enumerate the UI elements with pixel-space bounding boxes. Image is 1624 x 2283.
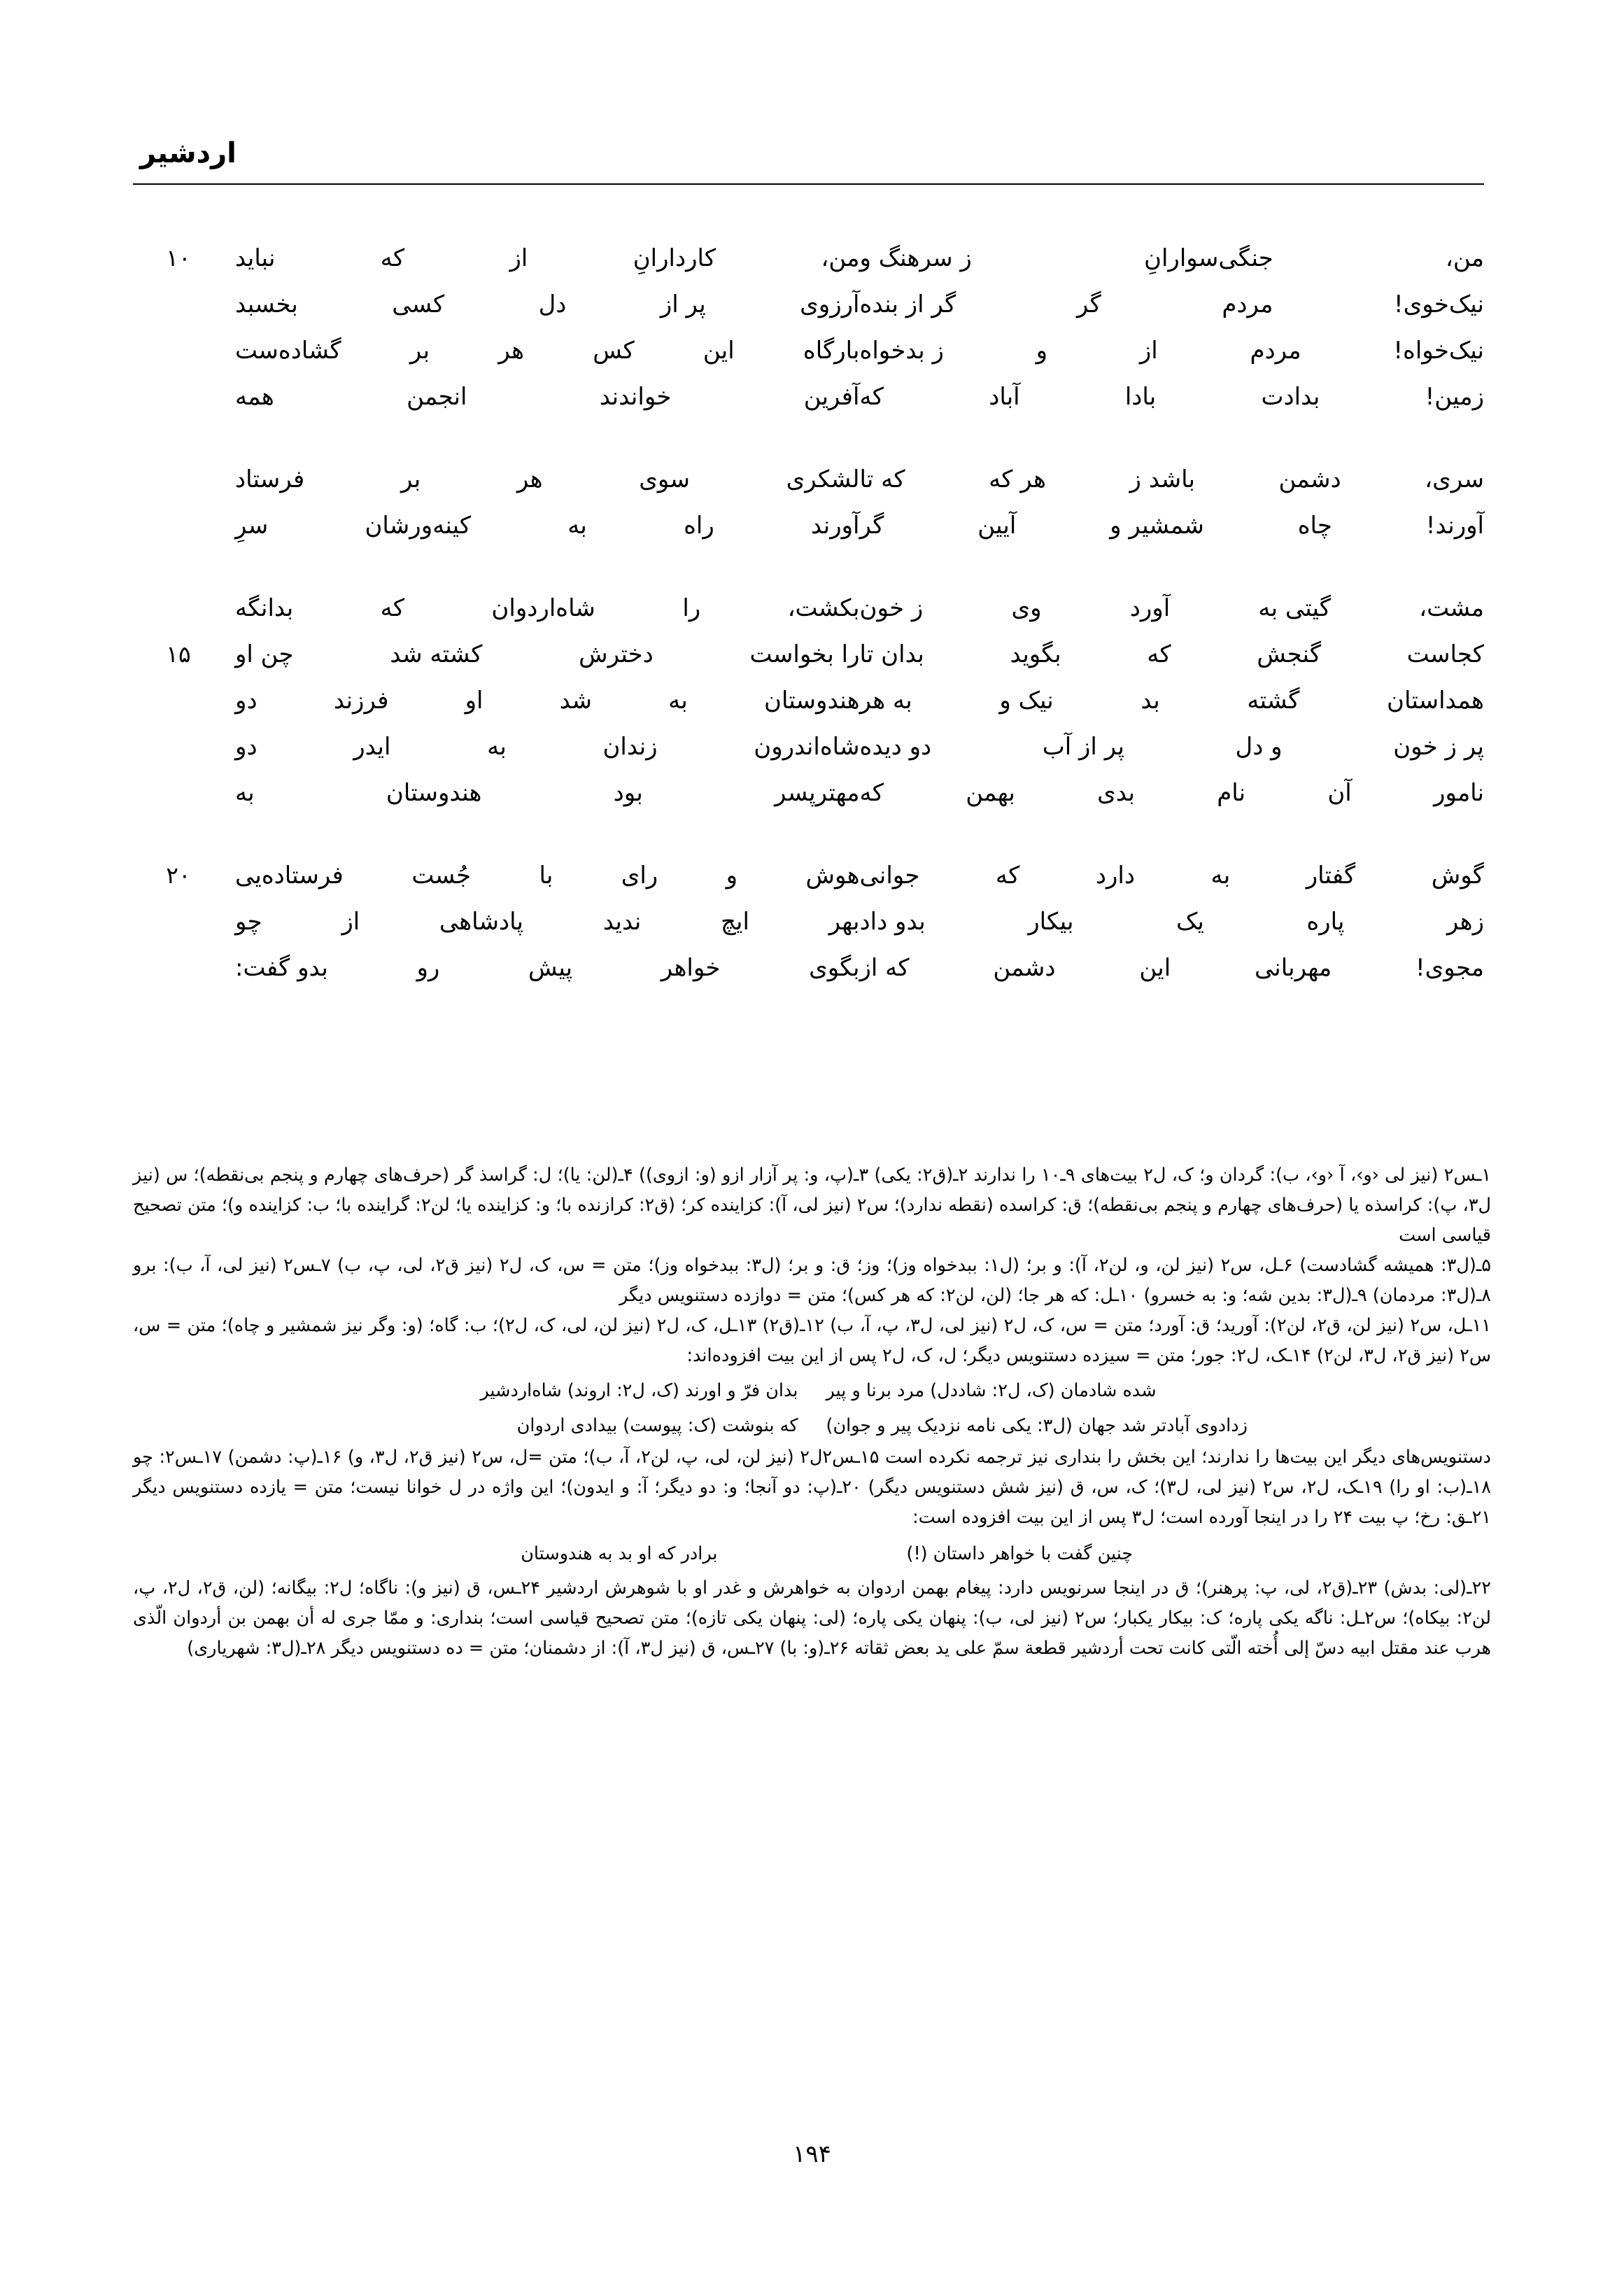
hemistich-right	[217, 329, 860, 372]
inset-hemistich-left: شده شادمان (ک، ل۲: شاددل) مرد برنا و پیر	[826, 1380, 1157, 1401]
verse-word: من،	[821, 244, 860, 272]
hemistich-right	[217, 586, 860, 630]
hemistich-right	[217, 946, 860, 990]
verse-word: بدو داد	[859, 908, 926, 936]
verse-word: بر	[400, 465, 421, 493]
verse-stanza	[140, 854, 1484, 992]
verse-word: ایچ	[721, 908, 749, 936]
verse-word: کاردارانِ	[633, 244, 716, 272]
verse-word: زهر	[1446, 908, 1484, 936]
verse-word: جنگی‌سوارانِ	[1144, 244, 1273, 272]
running-head	[140, 137, 1484, 175]
hemistich-right	[217, 854, 860, 897]
verse-word: که	[995, 862, 1020, 890]
verse-word: کس	[593, 337, 635, 365]
verse-word: آباد	[989, 383, 1020, 411]
verse-word: هر که	[989, 465, 1046, 493]
critical-apparatus	[133, 1160, 1491, 1664]
verse-word: بدی	[1097, 779, 1136, 807]
verse-word: به	[235, 779, 255, 807]
hemistich-left	[860, 504, 1485, 547]
verse-word: ز خون	[859, 594, 924, 622]
verse-word: راه	[684, 512, 714, 540]
verse-word: دو	[235, 733, 257, 761]
verse-word: یک	[1175, 908, 1204, 936]
verse-word: فرزند	[333, 687, 389, 715]
verse-word: دارد	[1095, 862, 1135, 890]
verse-couplet	[140, 679, 1484, 725]
verse-word: وی	[1011, 594, 1042, 622]
verse-word: نام	[1217, 779, 1246, 807]
hemistich-right	[217, 504, 860, 547]
verse-word: آن	[1327, 779, 1352, 807]
verse-word: هندوستان	[386, 779, 482, 807]
verse-word: از	[509, 244, 528, 272]
verse-word: سوی	[639, 465, 690, 493]
verse-word: همداستان	[1387, 687, 1484, 715]
verse-word: و	[1036, 337, 1048, 365]
verse-word: هر	[516, 465, 543, 493]
verse-word: دو	[235, 687, 257, 715]
verse-word: بهر	[828, 908, 860, 936]
apparatus-paragraph: ۱ـس۲ (نیز لی ‹و›، آ ‹و›، ب): گردان و؛ ک، ل۲ بیت‌های ۹ـ۱۰ را ندارند ۲ـ(ق۲: یکی) ۳ـ(پ، و: پر آزار ازو (و: ازوی)) ۴ـ(لن: یا)؛ ل: گراسذ گر (حرف‌های چهارم و پنجم بی‌نقطه)؛ س (نیز ل۳، پ): کراسذه یا (حرف‌های چهارم و پنجم بی‌نقطه)؛ ق: کراسده (نقطه ندارد)؛ س۲ (نیز لی، آ): کزاینده کر؛ (ق۲: کرازنده با؛ و: کزاینده یا؛ لن۲: گراینده با؛ ب: کزاینده و)؛ متن تصحیح قیاسی است	[133, 1165, 1492, 1246]
verse-couplet	[140, 771, 1484, 817]
verse-word: که	[859, 779, 884, 807]
verse-couplet	[140, 633, 1484, 679]
verse-word: بر	[409, 337, 430, 365]
verse-word: کسی	[392, 290, 445, 318]
verse-word: نیک‌خواه!	[1393, 337, 1484, 365]
verse-word: که	[380, 244, 405, 272]
verse-word: از	[1139, 337, 1158, 365]
verse-word: هوش	[805, 862, 860, 890]
hemistich-left	[860, 854, 1485, 897]
verse-word: کینه‌ورشان	[365, 512, 472, 540]
verse-word: سرِ	[235, 512, 269, 540]
verse-word: پر ز خون	[1393, 733, 1484, 761]
verse-word: جُست	[411, 862, 472, 890]
verse-word: که تا	[859, 465, 905, 493]
hemistich-left	[860, 771, 1485, 815]
verse-word: ز سرهنگ و	[859, 244, 972, 272]
verse-word: ایدر	[353, 733, 391, 761]
verse-word: گفتار	[1306, 862, 1356, 890]
verse-word: رو	[416, 954, 440, 982]
hemistich-right	[217, 771, 860, 815]
verse-word: زمین!	[1425, 383, 1484, 411]
verse-word: که از	[859, 954, 910, 982]
verse-word: باشد ز	[1129, 465, 1195, 493]
hemistich-left	[860, 458, 1485, 501]
verse-word: انجمن	[407, 383, 467, 411]
verse-word: گشاده‌ست	[235, 337, 341, 365]
verse-word: پادشاهی	[439, 908, 523, 936]
verse-word: دو دیده	[859, 733, 932, 761]
verse-word: مردم	[1250, 337, 1301, 365]
inset-verse-3	[133, 1538, 1491, 1569]
hemistich-right	[217, 375, 860, 419]
verse-word: جوانی	[859, 862, 920, 890]
verse-word: مهربانی	[1254, 954, 1332, 982]
verse-word: گر از بنده	[859, 290, 956, 318]
verse-couplet	[140, 946, 1484, 992]
verse-word: که	[1147, 640, 1171, 668]
verse-word: بدان تا	[859, 640, 924, 668]
verse-body	[140, 237, 1484, 992]
verse-word: به	[487, 733, 507, 761]
verse-word: بکشت،	[787, 594, 860, 622]
hemistich-left	[860, 679, 1485, 722]
verse-word: گر	[1076, 290, 1101, 318]
verse-word: فرستاد	[235, 465, 305, 493]
verse-word: پر از آب	[1042, 733, 1124, 761]
verse-word: بدادت	[1261, 383, 1320, 411]
verse-word: خواندند	[599, 383, 672, 411]
verse-word: مردم	[1222, 290, 1273, 318]
verse-couplet	[140, 283, 1484, 329]
verse-word: بخسبد	[235, 290, 298, 318]
verse-word: که	[380, 594, 405, 622]
verse-word: به	[668, 687, 688, 715]
verse-word: با	[539, 862, 553, 890]
verse-word: مشت،	[1419, 594, 1484, 622]
hemistich-left	[860, 283, 1485, 326]
apparatus-paragraph: ۱۱ـل، س۲ (نیز لن، ق۲، لن۲): آورید؛ ق: آورد؛ متن = س، ک، ل۲ (نیز لی، ل۳، پ، آ، ب) ۱۲ـ(ق۲) ۱۳ـل، ک، ل۲ (نیز لن، لی، ک، ل۲)؛ ب: گاه؛ (و: وگر نیز شمشیر و چاه)؛ متن = س، س۲ (نیز ق۲، ل۳، لن۲) ۱۴ـک، ل۲: جور؛ متن = سیزده دستنویس دیگر؛ ل، ک، ل۲ پس از این بیت افزوده‌اند:	[133, 1315, 1491, 1366]
verse-word: چو	[235, 908, 262, 936]
verse-word: شمشیر و	[1110, 512, 1204, 540]
verse-word: ز بدخواه	[859, 337, 944, 365]
hemistich-left	[860, 329, 1485, 372]
verse-word: به	[1210, 862, 1231, 890]
verse-word: شد	[559, 687, 592, 715]
verse-word: پیش	[528, 954, 573, 982]
apparatus-paragraph: ۲۲ـ(لی: بدش) ۲۳ـ(ق۲، لی، پ: پرهنر)؛ ق در اینجا سرنویس دارد: پیغام بهمن اردوان به خواهرش و غدر او با شوهرش اردشیر ۲۴ـس، ق (نیز و): ناگاه؛ ل۲: بیگانه؛ (لن، ق۲، ل۲، پ، لن۲: بیکاه)؛ س۲ـل: ناگه یکی پاره؛ ک: بیکار یکبار؛ س۲ (نیز لی، ب): پنهان یکی پاره؛ (لی: پنهان یکی تازه)؛ متن تصحیح قیاسی است؛ بنداری: و ممّا جری له أن بهمن بن أردوان الّذی هرب عند مقتل ابیه دسّ إلی أُخته الّتی کانت تحت أردشیر قطعة سمّ علی ید بعض ثقاته ۲۶ـ(و: با) ۲۷ـس، ق (نیز ل۳، آ): از دشمنان؛ متن = ده دستنویس دیگر ۲۸ـ(ل۳: شهریاری)	[133, 1578, 1491, 1659]
verse-word: پر از	[660, 290, 706, 318]
verse-word: این	[1139, 954, 1171, 982]
verse-word: بیکار	[1028, 908, 1074, 936]
folio-number: ۱۹۴	[793, 2140, 831, 2168]
inset-hemistich-right: برادر که او بد به هندوستان	[521, 1543, 718, 1564]
hemistich-left	[860, 633, 1485, 676]
verse-word: لشکری	[786, 465, 860, 493]
verse-word: ندید	[602, 908, 642, 936]
verse-word: آورند	[810, 512, 860, 540]
hemistich-right	[217, 633, 860, 676]
verse-word: دخترش	[579, 640, 654, 668]
verse-word: آورد	[1129, 594, 1171, 622]
verse-word: مجوی!	[1415, 954, 1484, 982]
verse-word: همه	[235, 383, 274, 411]
inset-hemistich-left: چنین گفت با خواهر داستان (!)	[906, 1543, 1134, 1564]
verse-line-number: ۲۰	[166, 862, 191, 889]
verse-word: آیین	[977, 512, 1017, 540]
verse-word: بارگاه	[803, 337, 860, 365]
verse-word: او	[465, 687, 483, 715]
verse-word: پاره	[1306, 908, 1345, 936]
verse-word: گنجش	[1257, 640, 1322, 668]
verse-word: خواهر	[661, 954, 721, 982]
verse-word: بدانگه	[235, 594, 294, 622]
verse-couplet	[140, 504, 1484, 550]
hemistich-right	[217, 679, 860, 722]
verse-couplet	[140, 586, 1484, 633]
verse-word: شاه‌اندرون	[754, 733, 860, 761]
verse-word: که	[859, 383, 884, 411]
inset-hemistich-left: زدادوی آبادتر شد جهان (ل۳: یکی نامه نزدیک پیر و جوان)	[826, 1415, 1248, 1436]
verse-word: سری،	[1425, 465, 1484, 493]
apparatus-paragraph: ۵ـ(ل۳: همیشه گشادست) ۶ـل، س۲ (نیز لن، و، لن۲، آ): و بر؛ (ل۱: ببدخواه وز)؛ وز؛ ق: و بر؛ (ل۳: ببدخواه وز)؛ متن = س، ک، ل۲ (نیز ق۲، لی، پ، ب) ۷ـس۲ (نیز لی، آ، ب): برو ۸ـ(ل۳: مردمان) ۹ـ(ل۳: بدین شه؛ و: به خسرو) ۱۰ـل: که هر جا؛ (لن، لن۲: که هر کس)؛ متن = دوازده دستنویس دیگر	[133, 1255, 1491, 1306]
verse-stanza	[140, 458, 1484, 550]
verse-word: شاه‌اردوان	[491, 594, 595, 622]
verse-word: گر	[859, 512, 884, 540]
header-rule	[133, 183, 1484, 185]
verse-word: من،	[1445, 244, 1484, 272]
verse-word: کجاست	[1406, 640, 1484, 668]
verse-word: را بخواست	[749, 640, 860, 668]
hemistich-left	[860, 237, 1485, 280]
verse-word: به هر	[859, 687, 912, 715]
verse-word: زندان	[602, 733, 658, 761]
verse-word: بود	[613, 779, 643, 807]
hemistich-right	[217, 237, 860, 280]
verse-word: هر	[498, 337, 525, 365]
verse-stanza	[140, 237, 1484, 421]
verse-word: فرستاده‌یی	[235, 862, 344, 890]
verse-word: نیک و	[999, 687, 1054, 715]
hemistich-right	[217, 725, 860, 768]
verse-word: را	[682, 594, 701, 622]
verse-word: آفرین	[803, 383, 860, 411]
verse-word: بدو گفت:	[235, 954, 328, 982]
hemistich-left	[860, 586, 1485, 630]
hemistich-left	[860, 725, 1485, 768]
verse-word: این	[702, 337, 735, 365]
verse-word: مهترپسر	[775, 779, 860, 807]
verse-word: گیتی به	[1258, 594, 1331, 622]
hemistich-left	[860, 375, 1485, 419]
verse-word: از	[341, 908, 360, 936]
inset-verse-1	[133, 1375, 1491, 1406]
verse-line-number: ۱۵	[166, 640, 191, 668]
verse-word: دل	[538, 290, 567, 318]
verse-couplet	[140, 329, 1484, 375]
verse-word: نیک‌خوی!	[1394, 290, 1484, 318]
verse-word: به	[567, 512, 587, 540]
verse-word: رای	[621, 862, 658, 890]
hemistich-left	[860, 900, 1485, 943]
verse-word: بادا	[1124, 383, 1157, 411]
verse-word: کشته شد	[390, 640, 483, 668]
inset-verse-2	[133, 1410, 1491, 1441]
verse-word: آورند!	[1425, 512, 1484, 540]
verse-couplet	[140, 725, 1484, 771]
running-head-title: اردشیر	[140, 137, 236, 169]
verse-word: چن او	[235, 640, 294, 668]
verse-word: آرزوی	[800, 290, 860, 318]
verse-stanza	[140, 586, 1484, 817]
hemistich-right	[217, 900, 860, 943]
verse-word: بگوید	[1010, 640, 1061, 668]
hemistich-right	[217, 458, 860, 501]
verse-word: گوش	[1431, 862, 1484, 890]
verse-word: بهمن	[966, 779, 1015, 807]
verse-word: و دل	[1235, 733, 1283, 761]
verse-word: دشمن	[993, 954, 1056, 982]
inset-hemistich-right: بدان فرّ و اورند (ک، ل۲: اروند) شاه‌اردشیر	[480, 1380, 798, 1401]
verse-word: گشته	[1247, 687, 1300, 715]
verse-couplet	[140, 854, 1484, 900]
verse-couplet	[140, 237, 1484, 283]
verse-word: چاه	[1297, 512, 1332, 540]
verse-line-number: ۱۰	[166, 244, 191, 272]
verse-couplet	[140, 458, 1484, 504]
inset-hemistich-right: که بنوشت (ک: پیوست) بیدادی اردوان	[516, 1415, 798, 1436]
verse-word: بگوی	[809, 954, 860, 982]
verse-word: بد	[1141, 687, 1160, 715]
verse-word: دشمن	[1278, 465, 1341, 493]
apparatus-paragraph: دستنویس‌های دیگر این بیت‌ها را ندارند؛ این بخش را بنداری نیز ترجمه نکرده است ۱۵ـس۲ل۲ (نیز لن، لی، پ، لن۲، آ، ب)؛ متن =ل، س۲ (نیز ق۲، ل۳، و) ۱۶ـ(پ: دشمن) ۱۷ـس۲: چو ۱۸ـ(ب: او را) ۱۹ـک، ل۲، س۲ (نیز لی، ل۳)؛ ک، س، ق (نیز شش دستنویس دیگر) ۲۰ـ(پ: دو آنجا؛ و: دو دیگر؛ آ: و ایدون)؛ این واژه در ل خوانا نیست؛ متن = یازده دستنویس دیگر ۲۱ـق: رخ؛ پ بیت ۲۴ را در اینجا آورده است؛ ل۳ پس از این بیت افزوده است:	[133, 1447, 1492, 1528]
hemistich-left	[860, 946, 1485, 990]
verse-word: و	[726, 862, 738, 890]
verse-word: هندوستان	[763, 687, 860, 715]
verse-couplet	[140, 900, 1484, 946]
verse-word: نامور	[1433, 779, 1484, 807]
hemistich-right	[217, 283, 860, 326]
verse-couplet	[140, 375, 1484, 421]
verse-word: نباید	[235, 244, 276, 272]
